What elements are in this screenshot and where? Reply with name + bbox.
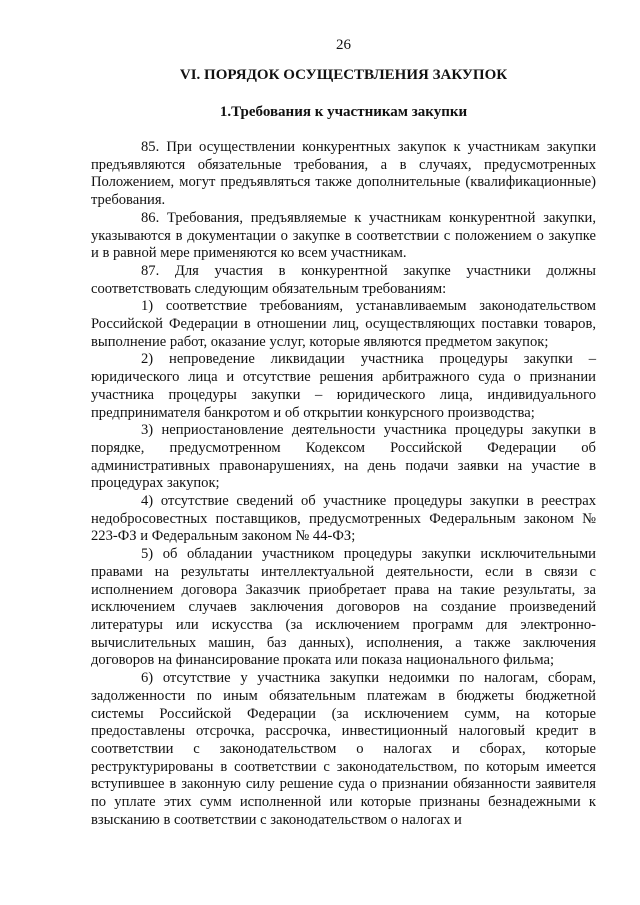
paragraph-87: 87. Для участия в конкурентной закупке участники должны соответствовать следующим обязательным требованиям: <box>91 262 596 297</box>
document-page <box>91 36 596 829</box>
requirement-item-4: 4) отсутствие сведений об участнике процедуры закупки в реестрах недобросовестных поставщиков, предусмотренных Федеральным законом № 223-ФЗ и Федеральным законом № 44-ФЗ; <box>91 493 596 545</box>
requirement-item-2: 2) непроведение ликвидации участника процедуры закупки – юридического лица и отсутствие решения арбитражного суда о признании участника процедуры закупки – юридического лица, индивидуального предпринимателя банкротом и об открытии конкурсного производства; <box>91 351 596 421</box>
section-title: VI. ПОРЯДОК ОСУЩЕСТВЛЕНИЯ ЗАКУПОК <box>179 67 508 83</box>
subsection-title: 1.Требования к участникам закупки <box>219 104 468 120</box>
paragraph-85: 85. При осуществлении конкурентных закупок к участникам закупки предъявляются обязательные требования, а в случаях, предусмотренных Положением, могут предъявляться также дополнительные (квалификационные) требования. <box>91 139 596 209</box>
requirement-item-1: 1) соответствие требованиям, устанавливаемым законодательством Российской Федерации в отношении лиц, осуществляющих поставки товаров, выполнение работ, оказание услуг, которые являются предметом закупок; <box>91 298 596 350</box>
paragraph-86: 86. Требования, предъявляемые к участникам конкурентной закупки, указываются в документации о закупке в соответствии с положением о закупке и в равной мере применяются ко всем участникам. <box>91 209 596 262</box>
page-number: 26 <box>336 37 351 53</box>
requirement-item-5: 5) об обладании участником процедуры закупки исключительными правами на результаты интеллектуальной деятельности, если в связи с исполнением договора Заказчик приобретает права на такие результаты, за исключением случаев заключения договоров на создание произведений литературы или искусства (за исключением программ для электронно-вычислительных машин, баз данных), исполнения, а также заключения договоров на финансирование проката или показа национального фильма; <box>91 546 596 669</box>
requirement-item-3: 3) неприостановление деятельности участника процедуры закупки в порядке, предусмотренном Кодексом Российской Федерации об административных правонарушениях, на день подачи заявки на участие в процедурах закупок; <box>91 422 596 492</box>
requirement-item-6: 6) отсутствие у участника закупки недоимки по налогам, сборам, задолженности по иным обязательным платежам в бюджеты бюджетной системы Российской Федерации (за исключением сумм, на которые предоставлены отсрочка, рассрочка, инвестиционный налоговый кредит в соответствии с законодательством о налогах и сборах, которые реструктурированы в соответствии с законодательством, по которым имеется вступившее в законную силу решение суда о признании обязанности заявителя по уплате этих сумм исполненной или которые признаны безнадежными к взысканию в соответствии с законодательством о налогах и <box>91 670 596 828</box>
